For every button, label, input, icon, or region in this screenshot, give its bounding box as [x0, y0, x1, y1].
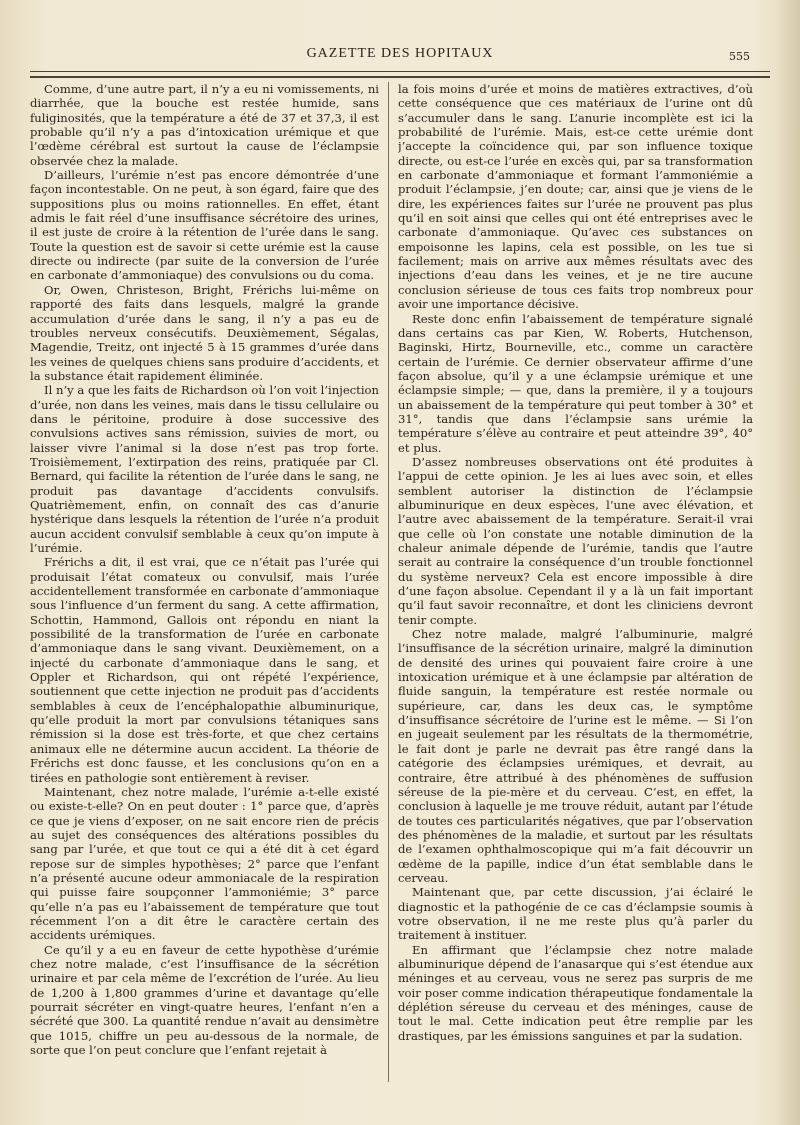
header-rule-thin [30, 71, 770, 72]
page-header [30, 44, 770, 68]
paragraph: D’ailleurs, l’urémie n’est pas encore démontrée d’une façon incontestable. On ne peut, à son égard, faire que des suppositions plus ou moins rationnelles. En effet, étant admis le fait réel d’une insuffisance sécrétoire des urines, il est juste de croire à la rétention de l’urée dans le sang. Toute la question est de savoir si cette urémie est la cause directe ou indirecte (par suite de la conversion de l’urée en carbonate d’ammoniaque) des convulsions ou du coma. [30, 168, 379, 283]
paragraph: D’assez nombreuses observations ont été produites à l’appui de cette opinion. Je les ai lues avec soin, et elles semblent autoriser la distinction de l’éclampsie albuminurique en deux espèces, l’une avec élévation, et l’autre avec abaissement de la température. Serait-il vrai que celle où l’on constate une notable diminution de la chaleur animale dépende de l’urémie, tandis que l’autre serait au contraire la conséquence d’un trouble fonctionnel du système nerveux? Cela est encore impossible à dire d’une façon absolue. Cependant il y a là un fait important qu’il faut savoir reconnaître, et dont les cliniciens devront tenir compte. [398, 454, 753, 627]
paragraph: Chez notre malade, malgré l’albuminurie, malgré l’insuffisance de la sécrétion urinaire, malgré la diminution de densité des urines qui pouvaient faire croire à une intoxication urémique et à une éclampsie par altération de fluide sanguin, la température est restée normale ou supérieure, car, dans les deux cas, le symptôme d’insuffisance sécrétoire de l’urine est le même. — Si l’on en jugeait seulement par les résultats de la thermométrie, le fait dont je parle ne devrait pas être rangé dans la catégorie des éclampsies urémiques, et devrait, au contraire, être attribué à des phénomènes de suffusion séreuse de la pie-mère et du cerveau. C’est, en effet, la conclusion à laquelle je me trouve réduit, autant par l’étude de toutes ces particularités négatives, que par l’observation des phénomènes de la maladie, et surtout par les résultats de l’examen ophthalmoscopique qui m’a fait découvrir un œdème de la papille, indice d’un état semblable dans le cerveau. [398, 627, 753, 885]
column-divider [388, 82, 389, 1082]
paragraph: Frérichs a dit, il est vrai, que ce n’était pas l’urée qui produisait l’état comateux ou convulsif, mais l’urée accidentellement transformée en carbonate d’ammoniaque sous l’influence d’un ferment du sang. A cette affirmation, Schottin, Hammond, Gallois ont répondu en niant la possibilité de la transformation de l’urée en carbonate d’ammoniaque dans le sang vivant. Deuxièmement, on a injecté du carbonate d’ammoniaque dans le sang, et Oppler et Richardson, qui ont répété l’expérience, soutiennent que cette injection ne produit pas d’accidents semblables à ceux de l’encéphalopathie albuminurique, qu’elle produit la mort par convulsions tétaniques sans rémission si la dose est très-forte, et que chez certains animaux elle ne détermine aucun accident. La théorie de Frérichs est donc fausse, et les conclusions qu’on en a tirées en pathologie sont entièrement à reviser. [30, 555, 379, 785]
header-rule-thick [30, 76, 770, 78]
paragraph: Or, Owen, Christeson, Bright, Frérichs lui-même on rapporté des faits dans lesquels, malgré la grande accumulation d’urée dans le sang, il n’y a pas eu de troubles nerveux consécutifs. Deuxièmement, Ségalas, Magendie, Treitz, ont injecté 5 à 15 grammes d’urée dans les veines de quelques chiens sans produire d’accidents, et la substance était rapidement éliminée. [30, 282, 379, 383]
paragraph: la fois moins d’urée et moins de matières extractives, d’où cette conséquence que ces matériaux de l’urine ont dû s’accumuler dans le sang. L’anurie incomplète est ici la probabilité de l’urémie. Mais, est-ce cette urémie dont j’accepte la coïncidence qui, par son influence toxique directe, ou est-ce l’urée en excès qui, par sa transformation en carbonate d’ammoniaque et formant l’ammoniémie a produit l’éclampsie, j’en doute; car, ainsi que je viens de le dire, les expériences faites sur l’urée ne prouvent pas plus qu’il en soit ainsi que celles qui ont été entreprises avec le carbonate d’ammoniaque. Qu’avec ces substances on empoisonne les lapins, cela est possible, on les tue si facilement; mais on arrive aux mêmes résultats avec des injections d’eau dans les veines, et je ne tire aucune conclusion sérieuse de tous ces faits trop nombreux pour avoir une importance décisive. [398, 82, 753, 312]
journal-title: GAZETTE DES HOPITAUX [306, 46, 494, 61]
paragraph: Ce qu’il y a eu en faveur de cette hypothèse d’urémie chez notre malade, c’est l’insuffisance de la sécrétion urinaire et par cela même de l’excrétion de l’urée. Au lieu de 1,200 à 1,800 grammes d’urine et davantage qu’elle pourrait sécréter en vingt-quatre heures, l’enfant n’en a sécrété que 300. La quantité rendue n’avait au densimètre que 1015, chiffre un peu au-dessous de la normale, de sorte que l’on peut conclure que l’enfant rejetait à [30, 942, 379, 1058]
paragraph: Maintenant que, par cette discussion, j’ai éclairé le diagnostic et la pathogénie de ce cas d’éclampsie soumis à votre observation, il ne me reste plus qu’à parler du traitement à instituer. [398, 885, 753, 943]
paragraph: Reste donc enfin l’abaissement de température signalé dans certains cas par Kien, W. Roberts, Hutchenson, Baginski, Hirtz, Bourneville, etc., comme un caractère certain de l’urémie. Ce dernier observateur affirme d’une façon absolue, qu’il y a une éclampsie urémique et une éclampsie simple; — que, dans la première, il y a toujours un abaissement de la température qui peut tomber à 30° et 31°, tandis que dans l’éclampsie sans urémie la température s’élève au contraire et peut atteindre 39°, 40° et plus. [398, 311, 753, 455]
paragraph: Il n’y a que les faits de Richardson où l’on voit l’injection d’urée, non dans les veines, mais dans le tissu cellulaire ou dans le péritoine, produire à dose successive des convulsions actives sans rémission, suivies de mort, ou laisser vivre l’animal si la dose n’est pas trop forte. Troisièmement, l’extirpation des reins, pratiquée par Cl. Bernard, qui facilite la rétention de l’urée dans le sang, ne produit pas davantage d’accidents convulsifs. Quatrièmement, enfin, on connaît des cas d’anurie hystérique dans lesquels la rétention de l’urée n’a produit aucun accident convulsif semblable à ceux qu’on impute à l’urémie. [30, 383, 379, 555]
page-number: 555 [729, 50, 750, 63]
paragraph: Maintenant, chez notre malade, l’urémie a-t-elle existé ou existe-t-elle? On en peut douter : 1° parce que, d’après ce que je viens d’exposer, on ne sait encore rien de précis au sujet des conséquences des altérations possibles du sang par l’urée, et que tout ce qui a été dit à cet égard repose sur de simples hypothèses; 2° parce que l’enfant n’a présenté aucune odeur ammoniacale de la respiration qui puisse faire soupçonner l’ammoniémie; 3° parce qu’elle n’a pas eu l’abaissement de température que tout récemment l’on a dit être le caractère certain des accidents urémiques. [30, 784, 379, 943]
paragraph: Comme, d’une autre part, il n’y a eu ni vomissements, ni diarrhée, que la bouche est restée humide, sans fuliginosités, que la température a été de 37 et 37,3, il est probable qu’il n’y a pas d’intoxication urémique et que l’œdème cérébral est surtout la cause de l’éclampsie observée chez la malade. [30, 82, 379, 168]
paragraph: En affirmant que l’éclampsie chez notre malade albuminurique dépend de l’anasarque qui s’est étendue aux méninges et au cerveau, vous ne serez pas surpris de me voir poser comme indication thérapeutique fondamentale la déplétion séreuse du cerveau et des méninges, cause de tout le mal. Cette indication peut être remplie par les drastiques, par les émissions sanguines et par la sudation. [398, 942, 753, 1043]
page-edge-shadow [776, 0, 800, 1125]
right-column [398, 82, 753, 1092]
left-column [30, 82, 379, 1092]
